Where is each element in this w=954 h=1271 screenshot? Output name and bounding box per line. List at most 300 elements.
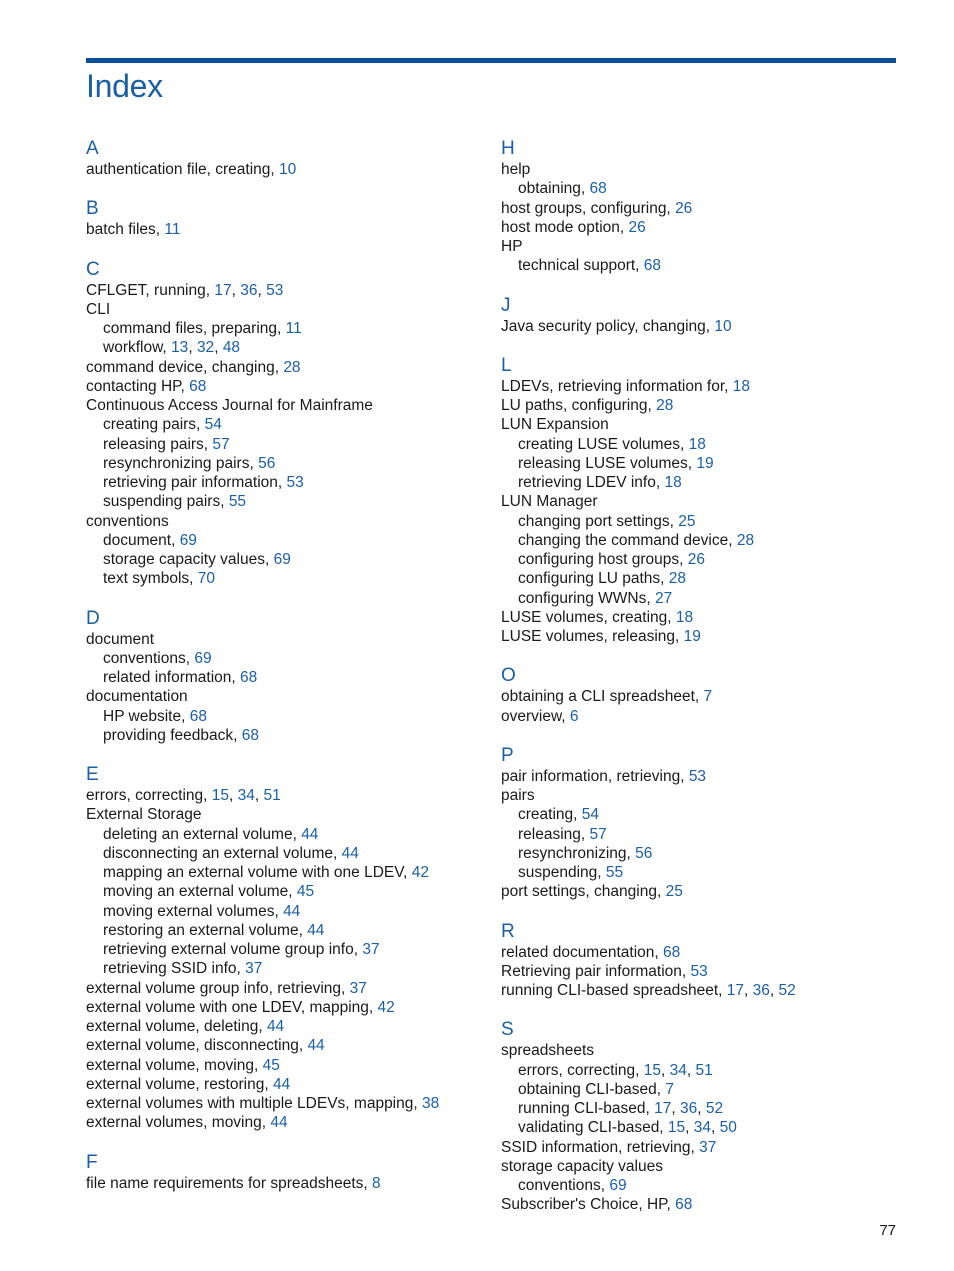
page-link[interactable]: 36 — [680, 1100, 698, 1117]
page-link[interactable]: 68 — [189, 707, 207, 725]
index-entry — [86, 1036, 486, 1055]
entry-term: releasing pairs, — [103, 435, 213, 453]
entry-term: suspending pairs, — [103, 493, 229, 511]
entry-term: batch files, — [86, 221, 165, 239]
page-link[interactable]: 37 — [362, 941, 380, 958]
index-section-d — [86, 609, 486, 746]
page-separator: , — [254, 787, 264, 804]
page-separator: , — [697, 1100, 706, 1117]
index-entry — [86, 998, 486, 1017]
entry-term: validating CLI-based, — [518, 1119, 668, 1137]
section-letter: E — [86, 764, 99, 785]
index-entry — [86, 786, 486, 805]
page-link[interactable]: 69 — [273, 551, 291, 568]
page-link[interactable]: 26 — [687, 551, 705, 568]
section-letter: C — [86, 258, 100, 280]
index-entry — [501, 627, 901, 646]
entry-term: running CLI-based spreadsheet, — [501, 982, 727, 999]
page-link[interactable]: 32 — [196, 339, 215, 357]
page-link[interactable]: 27 — [654, 589, 673, 607]
index-entry — [86, 377, 486, 396]
entry-term: external volume with one LDEV, mapping, — [86, 998, 378, 1016]
page-separator: , — [214, 339, 223, 357]
index-entry — [86, 1075, 486, 1094]
page-link[interactable]: 10 — [279, 161, 297, 178]
page-link[interactable]: 68 — [663, 943, 681, 961]
entry-term: document — [86, 630, 155, 648]
index-entry — [86, 630, 486, 649]
entry-term: deleting an external volume, — [103, 825, 302, 843]
page-link[interactable]: 8 — [372, 1174, 381, 1192]
page-separator: , — [769, 982, 779, 999]
index-subentry — [86, 569, 486, 588]
page-link[interactable]: 28 — [736, 531, 755, 549]
index-subentry — [501, 550, 901, 569]
page-link[interactable]: 18 — [675, 608, 694, 626]
entry-term: running CLI-based, — [518, 1100, 655, 1117]
section-letter: O — [501, 665, 516, 687]
index-subentry — [86, 319, 486, 338]
section-letter: A — [86, 138, 99, 159]
index-entry — [501, 943, 901, 962]
entry-term: errors, correcting, — [86, 787, 212, 804]
index-entry — [501, 237, 901, 256]
page-link[interactable]: 55 — [228, 493, 247, 511]
index-entry — [501, 882, 901, 901]
page-separator: , — [671, 1100, 681, 1117]
page-link[interactable]: 25 — [665, 883, 683, 901]
index-entry — [86, 512, 486, 531]
page-link[interactable]: 26 — [675, 199, 693, 217]
page-separator: , — [744, 982, 753, 999]
entry-term: LUN Manager — [501, 493, 598, 511]
index-subentry — [86, 902, 486, 921]
entry-term: host groups, configuring, — [501, 199, 676, 217]
index-entry — [501, 317, 901, 336]
index-entry — [501, 608, 901, 627]
page-link[interactable]: 38 — [421, 1095, 440, 1112]
page-separator: , — [229, 787, 238, 804]
page-link[interactable]: 44 — [272, 1075, 291, 1093]
page-link[interactable]: 17 — [726, 982, 745, 999]
entry-term: LU paths, configuring, — [501, 397, 657, 414]
entry-term: retrieving LDEV info, — [518, 474, 665, 491]
page-link[interactable]: 52 — [705, 1100, 724, 1117]
index-entry — [86, 300, 486, 319]
entry-term: moving external volumes, — [103, 902, 284, 920]
page-link[interactable]: 56 — [635, 844, 653, 862]
entry-term: Java security policy, changing, — [501, 317, 715, 335]
page-link[interactable]: 34 — [693, 1119, 712, 1137]
entry-term: storage capacity values — [501, 1157, 663, 1175]
index-section-p — [501, 746, 901, 902]
page-separator: , — [685, 1119, 694, 1137]
index-section-a — [86, 139, 486, 179]
page-link[interactable]: 7 — [665, 1080, 674, 1098]
page-link[interactable]: 42 — [377, 998, 395, 1016]
entry-term: obtaining, — [518, 180, 590, 198]
section-letter: P — [501, 744, 514, 766]
index-subentry — [86, 940, 486, 959]
page-link[interactable]: 17 — [214, 281, 232, 299]
index-entry — [501, 160, 901, 179]
page-link[interactable]: 18 — [664, 474, 682, 491]
page-link[interactable]: 28 — [656, 397, 674, 414]
page-link[interactable]: 44 — [341, 844, 359, 862]
index-entry — [86, 1094, 486, 1113]
index-subentry — [501, 1080, 901, 1099]
index-entry — [501, 1041, 901, 1060]
index-subentry — [86, 454, 486, 473]
page-separator: , — [188, 339, 197, 357]
page-link[interactable]: 25 — [678, 512, 696, 530]
index-entry — [86, 160, 486, 179]
index-entry — [86, 1174, 486, 1193]
entry-term: creating, — [518, 806, 582, 824]
index-subentry — [501, 1061, 901, 1080]
entry-term: conventions, — [103, 649, 195, 667]
index-subentry — [86, 844, 486, 863]
index-subentry — [501, 179, 901, 198]
page-link[interactable]: 54 — [581, 806, 600, 824]
index-subentry — [86, 668, 486, 687]
entry-term: related documentation, — [501, 943, 663, 961]
index-entry — [501, 1138, 901, 1157]
page-link[interactable]: 18 — [732, 377, 750, 395]
index-entry — [501, 707, 901, 726]
page-link[interactable]: 36 — [752, 982, 770, 999]
index-subentry — [501, 256, 901, 275]
page-link[interactable]: 44 — [307, 1037, 325, 1055]
entry-term: restoring an external volume, — [103, 921, 308, 939]
page-link[interactable]: 52 — [778, 982, 796, 999]
entry-term: command device, changing, — [86, 358, 284, 376]
page-link[interactable]: 10 — [714, 317, 732, 335]
index-entry — [501, 687, 901, 706]
entry-term: external volume, moving, — [86, 1056, 263, 1074]
index-subentry — [501, 844, 901, 863]
page-link[interactable]: 53 — [266, 281, 284, 299]
page-link[interactable]: 15 — [643, 1061, 662, 1079]
index-subentry — [501, 805, 901, 824]
page-link[interactable]: 44 — [307, 921, 325, 939]
section-letter: H — [501, 138, 515, 159]
page-title: Index — [86, 68, 163, 104]
entry-term: related information, — [103, 669, 240, 686]
section-letter: D — [86, 607, 100, 629]
index-entry — [501, 786, 901, 805]
entry-term: obtaining CLI-based, — [518, 1080, 666, 1098]
index-entry — [86, 805, 486, 824]
page-link[interactable]: 36 — [240, 281, 258, 299]
entry-term: port settings, changing, — [501, 883, 666, 901]
page-link[interactable]: 13 — [171, 339, 189, 357]
index-column-left — [86, 139, 486, 1213]
index-entry — [86, 1113, 486, 1132]
index-section-e — [86, 765, 486, 1133]
page-link[interactable]: 45 — [262, 1056, 280, 1074]
index-subentry — [86, 825, 486, 844]
index-section-h — [501, 139, 901, 276]
index-subentry — [86, 531, 486, 550]
index-entry — [501, 981, 901, 1000]
index-entry — [501, 1157, 901, 1176]
page-link[interactable]: 57 — [212, 435, 230, 453]
index-subentry — [501, 473, 901, 492]
entry-term: host mode option, — [501, 218, 629, 236]
entry-term: mapping an external volume with one LDEV, — [103, 864, 412, 881]
page-link[interactable]: 44 — [266, 1018, 285, 1035]
page-link[interactable]: 51 — [263, 787, 281, 804]
index-entry — [86, 979, 486, 998]
index-entry — [86, 281, 486, 300]
entry-term: file name requirements for spreadsheets, — [86, 1174, 373, 1192]
index-entry — [86, 358, 486, 377]
index-subentry — [86, 649, 486, 668]
entry-term: LUN Expansion — [501, 416, 609, 434]
page-separator: , — [231, 281, 241, 299]
entry-term: Retrieving pair information, — [501, 962, 691, 980]
entry-term: text symbols, — [103, 570, 198, 588]
index-section-c — [86, 260, 486, 589]
page-link[interactable]: 68 — [189, 377, 207, 395]
entry-term: creating pairs, — [103, 416, 205, 434]
entry-term: retrieving SSID info, — [103, 960, 246, 978]
page-link[interactable]: 69 — [194, 649, 212, 667]
page-link[interactable]: 15 — [667, 1119, 686, 1137]
entry-term: authentication file, creating, — [86, 161, 280, 178]
page-separator: , — [711, 1119, 720, 1137]
index-subentry — [501, 1099, 901, 1118]
entry-term: technical support, — [518, 257, 644, 275]
page-link[interactable]: 11 — [164, 221, 181, 239]
entry-term: configuring LU paths, — [518, 570, 669, 588]
page-link[interactable]: 69 — [179, 531, 197, 549]
entry-term: pair information, retrieving, — [501, 767, 689, 785]
entry-term: external volume, deleting, — [86, 1018, 267, 1035]
page-link[interactable]: 42 — [411, 864, 430, 881]
index-entry — [86, 687, 486, 706]
entry-term: external volumes with multiple LDEVs, mapping, — [86, 1095, 422, 1112]
page-link[interactable]: 37 — [699, 1138, 717, 1156]
entry-term: changing port settings, — [518, 512, 679, 530]
entry-term: document, — [103, 531, 180, 549]
index-entry — [501, 962, 901, 981]
entry-term: documentation — [86, 688, 188, 706]
section-letter: R — [501, 920, 515, 942]
entry-term: suspending, — [518, 864, 606, 881]
page-link[interactable]: 53 — [688, 767, 707, 785]
entry-term: spreadsheets — [501, 1042, 595, 1060]
index-entry — [86, 396, 486, 415]
page-link[interactable]: 28 — [283, 358, 301, 376]
header-rule — [86, 58, 896, 63]
index-subentry — [86, 338, 486, 357]
section-letter: J — [501, 294, 511, 316]
page-link[interactable]: 44 — [301, 825, 319, 843]
entry-term: Subscriber's Choice, HP, — [501, 1196, 676, 1214]
page-link[interactable]: 15 — [211, 787, 230, 804]
entry-term: resynchronizing, — [518, 844, 636, 862]
index-subentry — [86, 707, 486, 726]
index-section-l — [501, 356, 901, 647]
page-number: 77 — [879, 1222, 896, 1239]
entry-term: changing the command device, — [518, 531, 737, 549]
entry-term: LUSE volumes, creating, — [501, 608, 676, 626]
entry-term: overview, — [501, 707, 570, 725]
entry-term: retrieving external volume group info, — [103, 941, 363, 958]
index-subentry — [501, 512, 901, 531]
page-separator: , — [661, 1061, 670, 1079]
entry-term: external volume, disconnecting, — [86, 1037, 308, 1055]
index-subentry — [86, 473, 486, 492]
entry-term: Continuous Access Journal for Mainframe — [86, 397, 373, 414]
page-link[interactable]: 44 — [283, 902, 301, 920]
index-subentry — [501, 589, 901, 608]
page-link[interactable]: 28 — [668, 570, 687, 588]
entry-term: workflow, — [103, 339, 172, 357]
index-entry — [501, 415, 901, 434]
entry-term: external volumes, moving, — [86, 1114, 271, 1132]
entry-term: pairs — [501, 787, 535, 804]
index-column-right — [501, 139, 901, 1235]
index-subentry — [86, 415, 486, 434]
entry-term: configuring WWNs, — [518, 589, 655, 607]
entry-term: SSID information, retrieving, — [501, 1138, 700, 1156]
entry-term: help — [501, 161, 531, 178]
entry-term: CFLGET, running, — [86, 281, 215, 299]
index-subentry — [501, 863, 901, 882]
page-link[interactable]: 37 — [349, 979, 367, 997]
index-entry — [86, 220, 486, 239]
index-subentry — [86, 882, 486, 901]
page-link[interactable]: 34 — [669, 1061, 687, 1079]
section-letter: S — [501, 1019, 514, 1041]
entry-term: conventions — [86, 512, 169, 530]
entry-term: releasing, — [518, 825, 590, 843]
index-section-j — [501, 296, 901, 336]
index-subentry — [501, 454, 901, 473]
entry-term: conventions, — [518, 1177, 610, 1194]
index-subentry — [86, 863, 486, 882]
page-link[interactable]: 26 — [628, 218, 646, 236]
entry-term: command files, preparing, — [103, 320, 286, 337]
page-link[interactable]: 18 — [688, 435, 706, 453]
entry-term: HP — [501, 238, 523, 255]
entry-term: providing feedback, — [103, 726, 242, 744]
index-entry — [501, 1195, 901, 1214]
index-section-o — [501, 666, 901, 726]
index-subentry — [86, 550, 486, 569]
index-section-r — [501, 922, 901, 1001]
index-subentry — [501, 1118, 901, 1137]
page-link[interactable]: 68 — [643, 257, 662, 275]
page-link[interactable]: 56 — [258, 454, 276, 472]
page-link[interactable]: 19 — [696, 454, 714, 472]
page-link[interactable]: 57 — [589, 825, 607, 843]
entry-term: releasing LUSE volumes, — [518, 454, 697, 472]
page-link[interactable]: 45 — [296, 883, 315, 901]
index-section-f — [86, 1153, 486, 1193]
page-link[interactable]: 51 — [695, 1061, 713, 1079]
entry-term: creating LUSE volumes, — [518, 435, 689, 453]
page-link[interactable]: 68 — [241, 726, 259, 744]
section-letter: B — [86, 198, 99, 220]
index-entry — [501, 492, 901, 511]
page-link[interactable]: 50 — [719, 1119, 737, 1137]
section-letter: L — [501, 354, 512, 376]
page-link[interactable]: 69 — [609, 1177, 627, 1194]
index-subentry — [501, 531, 901, 550]
page-link[interactable]: 70 — [197, 570, 215, 588]
index-subentry — [86, 921, 486, 940]
index-entry — [86, 1056, 486, 1075]
page-separator: , — [686, 1061, 696, 1079]
index-subentry — [501, 569, 901, 588]
index-subentry — [86, 435, 486, 454]
page-link[interactable]: 11 — [285, 320, 302, 337]
section-letter: F — [86, 1151, 98, 1173]
entry-term: LUSE volumes, releasing, — [501, 628, 684, 645]
page-link[interactable]: 54 — [204, 416, 222, 434]
index-subentry — [501, 435, 901, 454]
entry-term: contacting HP, — [86, 377, 190, 395]
index-subentry — [86, 726, 486, 745]
entry-term: LDEVs, retrieving information for, — [501, 377, 733, 395]
entry-term: External Storage — [86, 806, 202, 824]
page-link[interactable]: 53 — [286, 474, 304, 491]
index-entry — [501, 218, 901, 237]
page-link[interactable]: 68 — [675, 1196, 693, 1214]
index-subentry — [501, 825, 901, 844]
entry-term: disconnecting an external volume, — [103, 844, 342, 862]
page-link[interactable]: 17 — [654, 1100, 672, 1117]
entry-term: errors, correcting, — [518, 1061, 644, 1079]
page-link[interactable]: 37 — [245, 960, 263, 978]
entry-term: external volume group info, retrieving, — [86, 979, 350, 997]
page-link[interactable]: 68 — [240, 669, 258, 686]
index-entry — [501, 199, 901, 218]
index-subentry — [86, 959, 486, 978]
index-subentry — [501, 1176, 901, 1195]
entry-term: obtaining a CLI spreadsheet, — [501, 688, 704, 706]
page-link[interactable]: 53 — [690, 962, 708, 980]
page-link[interactable]: 19 — [683, 628, 701, 645]
index-subentry — [86, 492, 486, 511]
page-link[interactable]: 55 — [605, 864, 624, 881]
page-link[interactable]: 7 — [703, 688, 713, 706]
index-entry — [501, 396, 901, 415]
index-entry — [501, 377, 901, 396]
entry-term: HP website, — [103, 707, 190, 725]
index-section-b — [86, 199, 486, 239]
index-entry — [501, 767, 901, 786]
page-link[interactable]: 68 — [589, 180, 607, 198]
page-link[interactable]: 34 — [237, 787, 255, 804]
entry-term: configuring host groups, — [518, 551, 688, 568]
page-separator: , — [257, 281, 267, 299]
entry-term: moving an external volume, — [103, 883, 297, 901]
page-link[interactable]: 48 — [222, 339, 241, 357]
page-link[interactable]: 44 — [270, 1114, 288, 1132]
entry-term: retrieving pair information, — [103, 474, 287, 491]
entry-term: resynchronizing pairs, — [103, 454, 259, 472]
entry-term: external volume, restoring, — [86, 1075, 273, 1093]
index-section-s — [501, 1020, 901, 1214]
page-link[interactable]: 6 — [569, 707, 579, 725]
index-entry — [86, 1017, 486, 1036]
entry-term: CLI — [86, 300, 111, 318]
